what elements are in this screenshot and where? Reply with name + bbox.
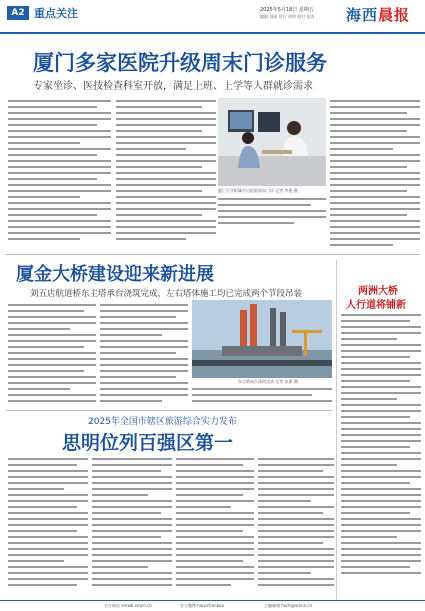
sidebar-headline-line1: 两洲大桥 [358, 286, 398, 297]
bridge-construction-photo [192, 300, 332, 378]
hospital-photo-illustration [218, 98, 326, 186]
section-title: 重点关注 [34, 7, 78, 20]
issue-meta: 编辑 刘丽 设计 郭明 校对 张涛 [260, 14, 315, 19]
article3-kicker: 2025年全国市辖区旅游综合实力发布 [88, 417, 237, 427]
article2-text-col2 [100, 304, 188, 406]
article1-text-col3 [218, 198, 326, 228]
newspaper-logo [346, 4, 420, 26]
article1-text-col2 [116, 100, 216, 244]
article2-text-col1 [8, 304, 96, 406]
page-footer [0, 600, 425, 611]
article3-text-col4 [258, 458, 334, 590]
bridge-construction-illustration [192, 300, 332, 378]
logo-text-b: 晨报 [378, 6, 411, 24]
page-number-tag: A2 [7, 6, 29, 20]
article3-text-col2 [92, 458, 172, 590]
bridge-photo-caption: 东主塔承台浇筑完成 记者 张燕 摄 [238, 379, 298, 384]
article2-headline: 厦金大桥建设迎来新进展 [16, 264, 214, 285]
footer-email: 主编邮箱 hxcb@xmnn.cn [264, 603, 313, 608]
article2-text-col3 [192, 388, 332, 406]
article1-text-col1 [8, 100, 111, 244]
logo-text-a: 海西 [346, 6, 379, 24]
article1-text-col4 [330, 100, 420, 250]
sidebar-headline-line2: 人行道将铺新 [346, 300, 406, 311]
section-divider-2 [6, 410, 332, 411]
article3-text-col1 [8, 458, 88, 590]
article3-text-col3 [176, 458, 254, 590]
masthead [0, 0, 425, 34]
article1-headline: 厦门多家医院升级周末门诊服务 [33, 50, 327, 75]
issue-date: 2025年5月18日 星期五 [260, 7, 314, 13]
section-divider-1 [6, 254, 420, 255]
article3-headline: 思明位列百强区第一 [62, 432, 234, 454]
sidebar-divider [336, 260, 337, 600]
footer-website: 官方网站 xmwb.xmnn.cn [104, 603, 152, 608]
article2-subheadline: 刘五店航道桥东主塔承台浇筑完成，左右塔体施工均已完成两个节段吊装 [30, 289, 303, 299]
article1-subheadline: 专家坐诊、医技检查科室开放，满足上班、上学等人群就诊需求 [33, 81, 313, 92]
sidebar-text [341, 314, 421, 578]
hospital-photo-caption: 厦门大学附属中山医院周末门诊.记者 李斐 摄 [218, 188, 298, 193]
hospital-photo [218, 98, 326, 186]
footer-weibo: 官方微博 haixichenbao [180, 603, 225, 608]
